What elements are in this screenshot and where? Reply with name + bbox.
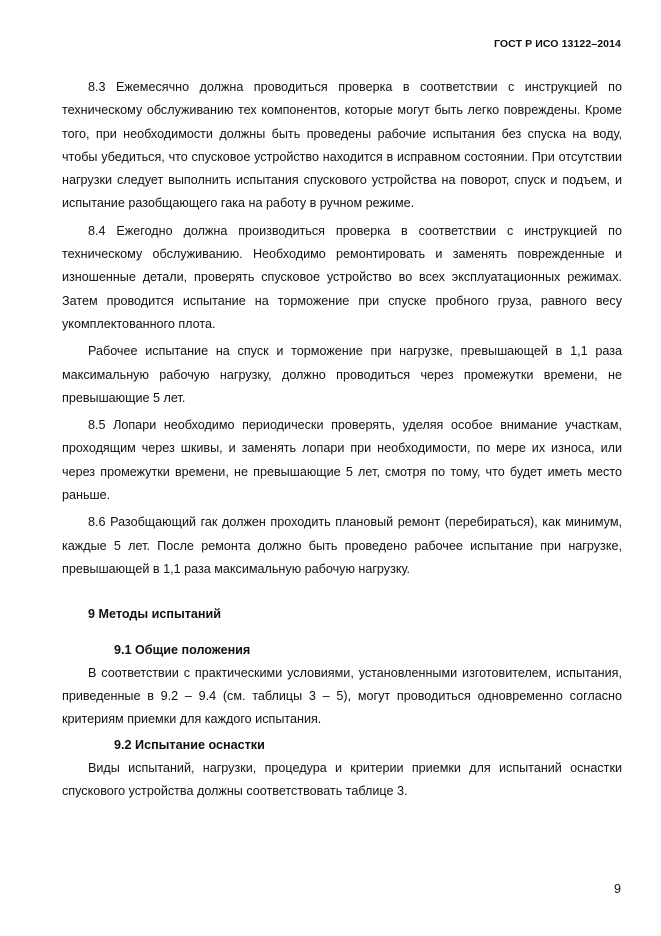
subsection-number: 9.2	[114, 737, 132, 752]
paragraph-8-4: 8.4 Ежегодно должна производиться проверка в соответствии с инструкцией по техническому обслуживанию. Необходимо ремонтировать и заменять поврежденные и изношенные детали, проверять спусковое устройство во всех эксплуатационных режимах. Затем проводится испытание на торможение при спуске пробного груза, равного весу укомплектованного плота.	[62, 223, 622, 331]
paragraph-9-1: В соответствии с практическими условиями, установленными изготовителем, испытания, приведенные в 9.2 – 9.4 (см. таблицы 3 – 5), могут проводиться одновременно согласно критериям приемки для каждого испытания.	[62, 665, 622, 727]
subsection-title: Общие положения	[135, 642, 251, 657]
paragraph-8-4-cont: Рабочее испытание на спуск и торможение при нагрузке, превышающей в 1,1 раза максимальную рабочую нагрузку, должно проводиться через промежутки времени, не превышающие 5 лет.	[62, 344, 622, 405]
paragraph-8-3: 8.3 Ежемесячно должна проводиться проверка в соответствии с инструкцией по техническому обслуживанию тех компонентов, которые могут быть легко повреждены. Кроме того, при необходимости должны быть проведены рабочие испытания без спуска на воду, чтобы убедиться, что спусковое устройство находится в исправном состоянии. При отсутствии нагрузки следует выполнить испытания спускового устройства на поворот, спуск и подъем, и испытание разобщающего гака на работу в ручном режиме.	[62, 80, 622, 211]
subsection-heading-9-1	[62, 639, 622, 662]
paragraph-8-5: 8.5 Лопари необходимо периодически проверять, уделяя особое внимание участкам, проходящим через шкивы, и заменять лопари при необходимости, по мере их износа, или через промежутки времени, не превышающие 5 лет, смотря по тому, что будет иметь место раньше.	[62, 418, 622, 503]
subsection-title: Испытание оснастки	[135, 737, 265, 752]
page-number: 9	[613, 882, 621, 896]
subsection-number: 9.1	[114, 642, 132, 657]
paragraph-9-2: Виды испытаний, нагрузки, процедура и критерии приемки для испытаний оснастки спускового устройства должны соответствовать таблице 3.	[62, 761, 622, 799]
paragraph-8-6: 8.6 Разобщающий гак должен проходить плановый ремонт (перебираться), как минимум, каждые 5 лет. После ремонта должно быть проведено рабочее испытание при нагрузке, превышающей в 1,1 раза максимальную рабочую нагрузку.	[62, 515, 622, 576]
page-content	[62, 76, 622, 804]
section-heading-9: 9 Методы испытаний	[88, 607, 221, 622]
document-code: ГОСТ Р ИСО 13122–2014	[493, 38, 621, 50]
subsection-heading-9-2	[62, 734, 622, 757]
